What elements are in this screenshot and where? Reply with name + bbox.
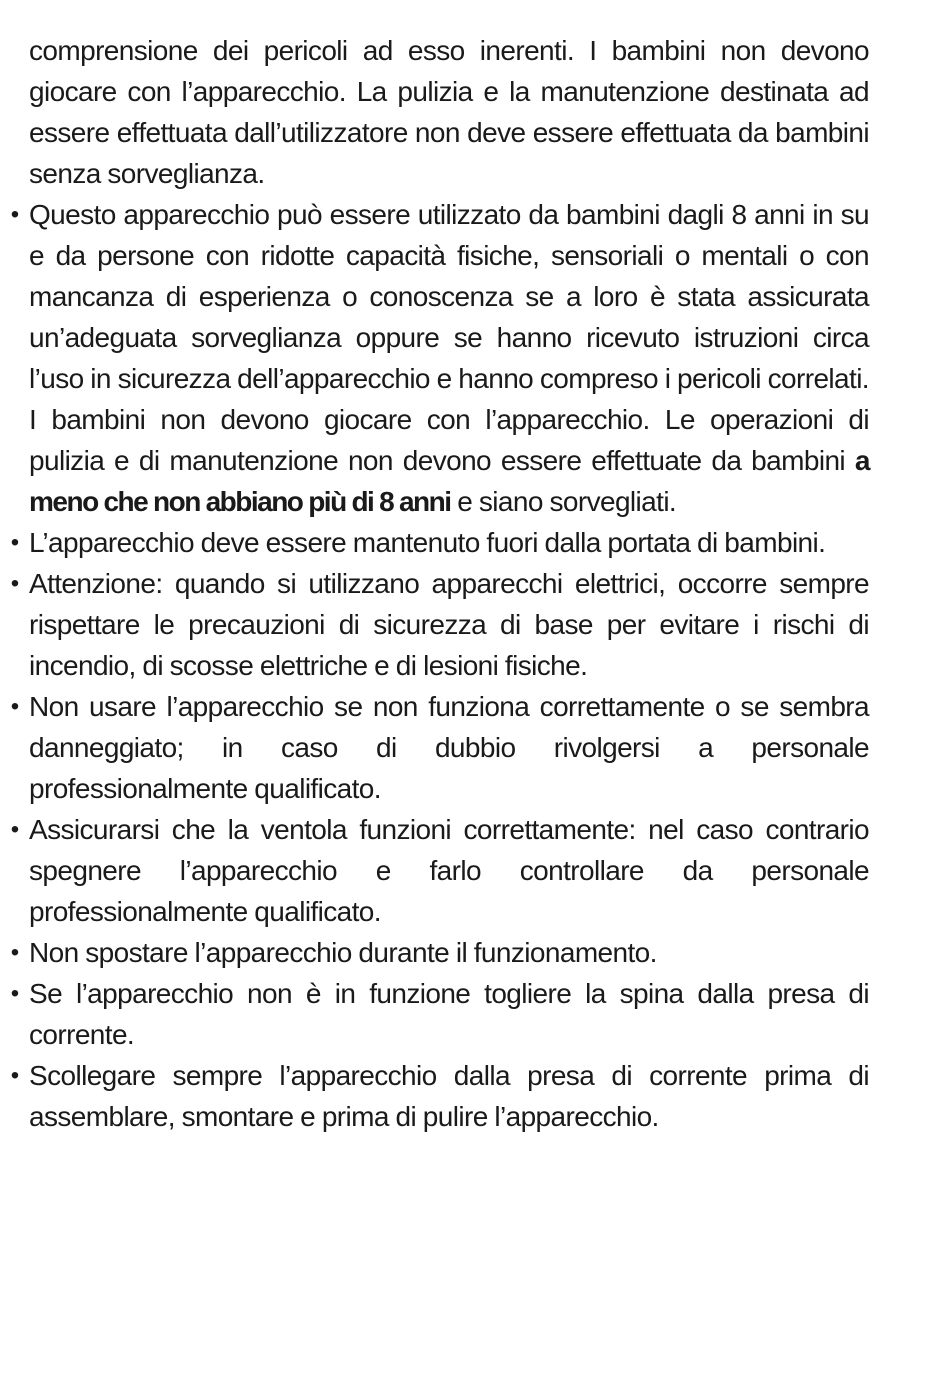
list-item-text: Attenzione: quando si utilizzano apparecchi elettrici, occorre sempre rispettare le precauzioni di sicurezza di base per evitare i rischi di incendio, di scosse elettriche e di lesioni fisiche. bbox=[29, 568, 869, 681]
bullet-icon: • bbox=[10, 693, 20, 720]
list-item bbox=[10, 932, 869, 973]
list-item bbox=[10, 973, 869, 1055]
bullet-icon: • bbox=[10, 816, 20, 843]
bullet-icon: • bbox=[10, 529, 20, 556]
safety-instructions bbox=[10, 30, 869, 1137]
list-item-text: Non spostare l’apparecchio durante il funzionamento. bbox=[29, 937, 657, 968]
list-item bbox=[10, 809, 869, 932]
bullet-icon: • bbox=[10, 201, 20, 228]
list-item bbox=[10, 194, 869, 522]
list-item-text bbox=[29, 199, 869, 517]
list-item-text: Scollegare sempre l’apparecchio dalla presa di corrente prima di assemblare, smontare e prima di pulire l’apparecchio. bbox=[29, 1060, 869, 1132]
bullet-icon: • bbox=[10, 570, 20, 597]
list-item-text: Se l’apparecchio non è in funzione togliere la spina dalla presa di corrente. bbox=[29, 978, 869, 1050]
bullet-icon: • bbox=[10, 980, 20, 1007]
list-item bbox=[10, 686, 869, 809]
bullet-icon: • bbox=[10, 939, 20, 966]
intro-paragraph: comprensione dei pericoli ad esso inerenti. I bambini non devono giocare con l’apparecchio. La pulizia e la manutenzione destinata ad essere effettuata dall’utilizzatore non deve essere effettuata da bambini senza sorveglianza. bbox=[29, 35, 869, 189]
list-item-text-bold: a meno che non abbiano più di 8 anni bbox=[29, 445, 869, 517]
list-item-text: Non usare l’apparecchio se non funziona correttamente o se sembra danneggiato; in caso di dubbio rivolgersi a personale professionalmente qualificato. bbox=[29, 691, 869, 804]
list-item bbox=[10, 522, 869, 563]
list-item bbox=[10, 1055, 869, 1137]
list-item bbox=[10, 563, 869, 686]
safety-list bbox=[10, 194, 869, 1137]
list-item-text: Assicurarsi che la ventola funzioni correttamente: nel caso contrario spegnere l’apparecchio e farlo controllare da personale professionalmente qualificato. bbox=[29, 814, 869, 927]
list-item-text-after: e siano sorvegliati. bbox=[450, 486, 677, 517]
list-item-text-before: Questo apparecchio può essere utilizzato da bambini dagli 8 anni in su e da persone con ridotte capacità fisiche, sensoriali o mentali o con mancanza di esperienza o conoscenza se a loro è stata assicurata un’adeguata sorveglianza oppure se hanno ricevuto istruzioni circa l’uso in sicurezza dell’apparecchio e hanno compreso i pericoli correlati. I bambini non devono giocare con l’apparecchio. Le operazioni di pulizia e di manutenzione non devono essere effettuate da bambini bbox=[29, 199, 869, 476]
list-item-text: L’apparecchio deve essere mantenuto fuori dalla portata di bambini. bbox=[29, 527, 826, 558]
bullet-icon: • bbox=[10, 1062, 20, 1089]
